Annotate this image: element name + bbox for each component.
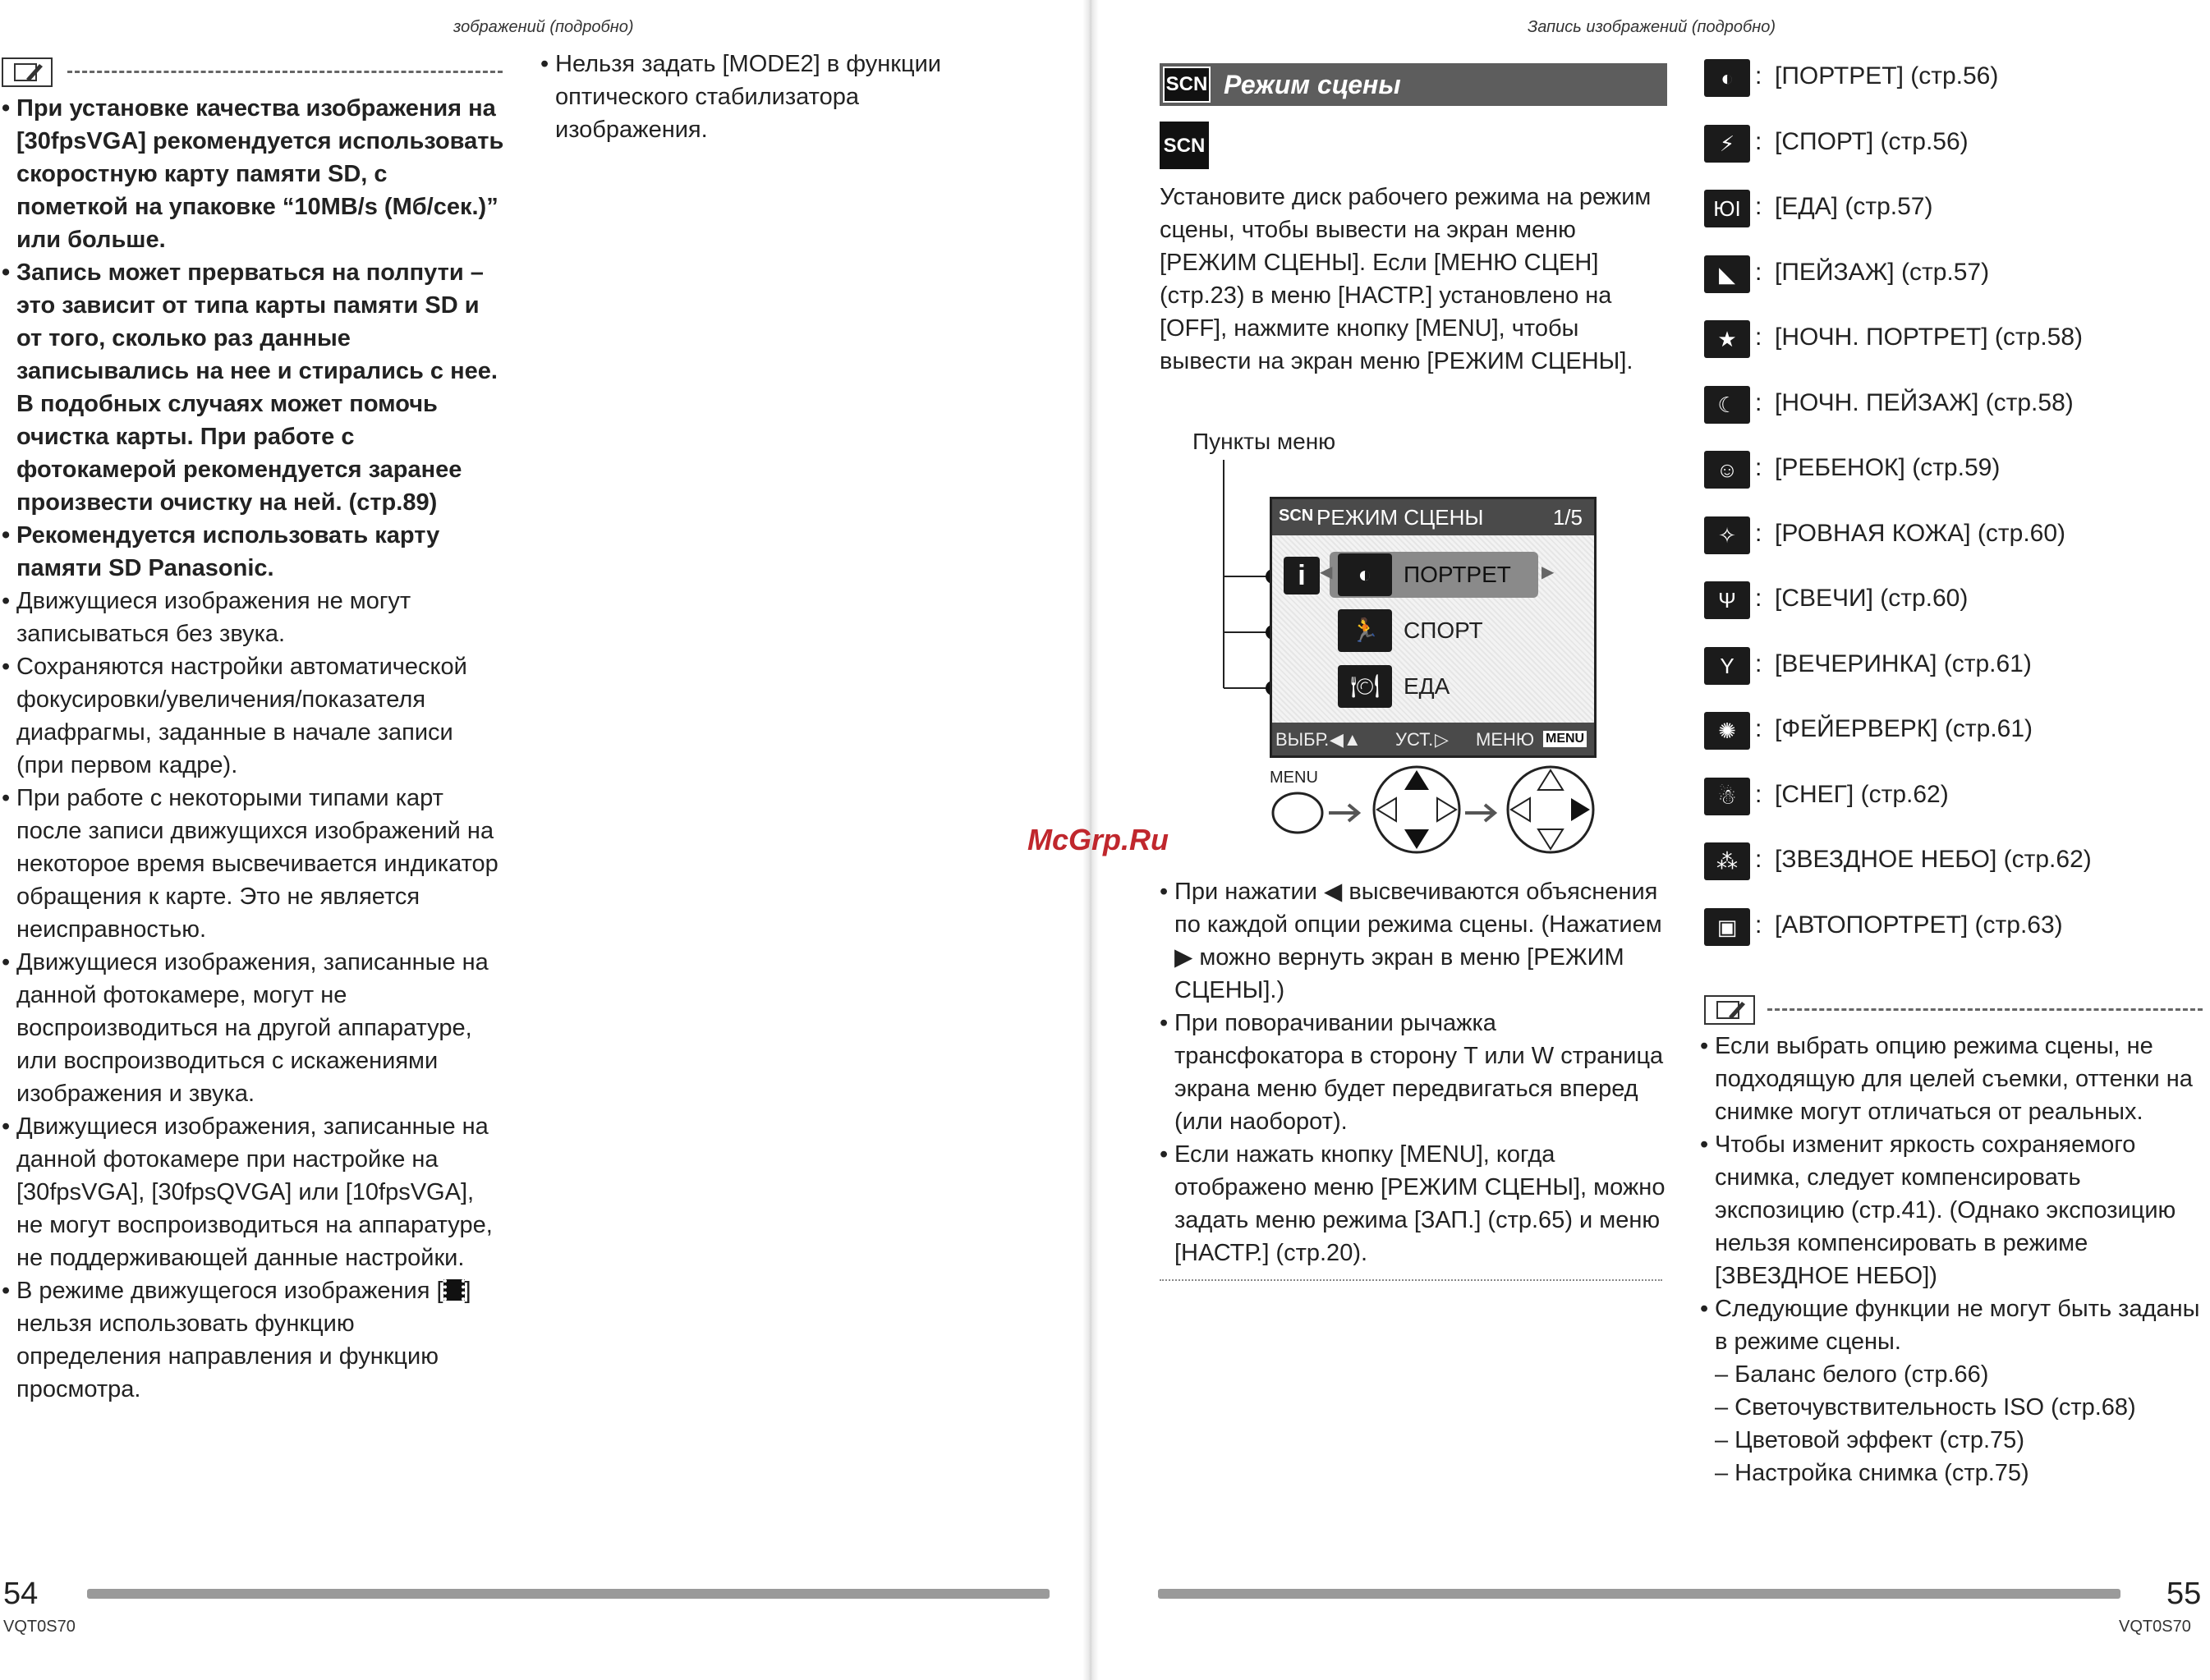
right-notes bbox=[1700, 1030, 2205, 1490]
scene-mode-label: [НОЧН. ПОРТРЕТ] (стр.58) bbox=[1775, 324, 2084, 351]
right-triangle-icon: ▷ bbox=[1435, 729, 1449, 750]
note-paragraph: • Если выбрать опцию режима сцены, не подходящую для целей съемки, оттенки на снимке могут отличаться от реальных. bbox=[1700, 1030, 2205, 1128]
mode-colon: : bbox=[1755, 388, 1762, 416]
restricted-function-item: – Цветовой эффект (стр.75) bbox=[1715, 1427, 2024, 1453]
left-model-code: VQT0S70 bbox=[3, 1618, 76, 1636]
mode-colon: : bbox=[1755, 911, 1762, 939]
night-scenery-icon: ☾ bbox=[1704, 386, 1750, 424]
left-running-header: зображений (подробно) bbox=[453, 18, 634, 36]
right-column-note bbox=[540, 48, 1017, 146]
up-down-icon: ◀▲ bbox=[1330, 729, 1362, 750]
right-page-number: 55 bbox=[2166, 1577, 2202, 1611]
snow-icon: ☃ bbox=[1704, 778, 1750, 815]
sport-icon: 🏃 bbox=[1338, 609, 1392, 652]
screen-scn-icon: SCN bbox=[1279, 507, 1314, 525]
scene-mode-item bbox=[1704, 386, 2197, 427]
scene-mode-item bbox=[1704, 451, 2197, 492]
party-icon: Y bbox=[1704, 647, 1750, 685]
note-paragraph: • При работе с некоторыми типами карт после записи движущихся изображений на некоторое время высвечивается индикатор обращения к карте. Это не является неисправностью. bbox=[2, 782, 504, 946]
info-icon[interactable]: i bbox=[1284, 557, 1320, 594]
scene-mode-label: [СВЕЧИ] (стр.60) bbox=[1775, 585, 1969, 612]
arrow-right-icon bbox=[1329, 805, 1358, 821]
scene-mode-label: [СНЕГ] (стр.62) bbox=[1775, 780, 1949, 808]
scn-title-icon: SCN bbox=[1163, 67, 1211, 103]
fireworks-icon: ✺ bbox=[1704, 712, 1750, 750]
footer-menu: МЕНЮ bbox=[1476, 729, 1535, 750]
right-footer-bar bbox=[1158, 1589, 2120, 1599]
menu-item-label: ПОРТРЕТ bbox=[1404, 562, 1511, 587]
note-divider-right bbox=[1767, 1008, 2203, 1011]
food-icon: 🍽 bbox=[1338, 665, 1392, 708]
mode-colon: : bbox=[1755, 846, 1762, 873]
screen-page-indicator: 1/5 bbox=[1552, 505, 1583, 530]
instruction-bullet: • Если нажать кнопку [MENU], когда отображено меню [РЕЖИМ СЦЕНЫ], можно задать меню режима [ЗАП.] (стр.65) и меню [НАСТР.] (стр.20). bbox=[1160, 1138, 1669, 1269]
mode-colon: : bbox=[1755, 650, 1762, 677]
scene-mode-item bbox=[1704, 516, 2197, 558]
right-bullets bbox=[1160, 875, 1669, 1269]
note-paragraph: • Запись может прерваться на полпути – это зависит от типа карты памяти SD и от того, сколько раз данные записывались на нее и стирались с нее. В подобных случаях может помочь очистка карты. При работе с фотокамерой рекомендуется заранее произвести очистку на ней. (стр.89) bbox=[2, 256, 504, 519]
menu-item-label: СПОРТ bbox=[1404, 617, 1483, 643]
mode-colon: : bbox=[1755, 62, 1762, 90]
night-portrait-icon: ★ bbox=[1704, 320, 1750, 358]
note-paragraph: • Движущиеся изображения, записанные на данной фотокамере при настройке на [30fpsVGA], [30fpsQVGA] или [10fpsVGA], не могут воспроизводиться на аппаратуре, не поддерживающей данные настройки. bbox=[2, 1110, 504, 1274]
scene-mode-label: [СПОРТ] (стр.56) bbox=[1775, 127, 1969, 155]
sport-icon: ⚡ bbox=[1704, 125, 1750, 163]
note-paragraph: • Следующие функции не могут быть заданы в режиме сцены. bbox=[1700, 1292, 2205, 1358]
mode-colon: : bbox=[1755, 127, 1762, 155]
note-paragraph: • Чтобы изменит яркость сохраняемого снимка, следует компенсировать экспозицию (стр.41). (Однако экспозицию нельзя компенсировать в режиме [ЗВЕЗДНОЕ НЕБО]) bbox=[1700, 1128, 2205, 1292]
scene-mode-item bbox=[1704, 647, 2197, 688]
screen-footer bbox=[1272, 723, 1594, 755]
food-icon: ЮI bbox=[1704, 190, 1750, 227]
mode-colon: : bbox=[1755, 454, 1762, 481]
mode-colon: : bbox=[1755, 780, 1762, 808]
note-text-part: ] нельзя использовать функцию определения направления и функцию просмотра. bbox=[16, 1278, 471, 1402]
scene-mode-label: [НОЧН. ПЕЙЗАЖ] (стр.58) bbox=[1775, 388, 2074, 416]
intro-text: Установите диск рабочего режима на режим сцены, чтобы вывести на экран меню [РЕЖИМ СЦЕНЫ]. Если [МЕНЮ СЦЕН] (стр.23) в меню [НАСТР.] установлено на [OFF], нажмите кнопку [MENU], чтобы вывести на экран меню [РЕЖИМ СЦЕНЫ]. bbox=[1160, 184, 1652, 374]
mode-colon: : bbox=[1755, 324, 1762, 351]
right-model-code: VQT0S70 bbox=[2119, 1618, 2191, 1636]
arrow-right-icon-2 bbox=[1465, 805, 1495, 821]
screen-title: РЕЖИМ СЦЕНЫ bbox=[1316, 505, 1484, 530]
footer-set: УСТ. bbox=[1395, 729, 1434, 750]
instruction-bullet: • При поворачивании рычажка трансфокатора в сторону T или W страница экрана меню будет передвигаться вперед (или наоборот). bbox=[1160, 1007, 1669, 1138]
scene-mode-item bbox=[1704, 190, 2197, 231]
scene-mode-label: [ЕДА] (стр.57) bbox=[1775, 193, 1933, 220]
section-title-bar bbox=[1160, 63, 1667, 106]
note-divider bbox=[67, 71, 503, 73]
scene-mode-item bbox=[1704, 59, 2197, 100]
scene-mode-item bbox=[1704, 581, 2197, 622]
right-arrow-icon: ▶ bbox=[1541, 563, 1555, 581]
portrait-icon: ◐ bbox=[1704, 59, 1750, 97]
instruction-bullet: • При нажатии ◀ высвечиваются объяснения по каждой опции режима сцены. (Нажатием ▶ можно вернуть экран в меню [РЕЖИМ СЦЕНЫ].) bbox=[1160, 875, 1669, 1007]
dpad-right-icon bbox=[1508, 767, 1593, 852]
left-arrow-icon: ◀ bbox=[1320, 563, 1333, 581]
note-paragraph: • Движущиеся изображения не могут записываться без звука. bbox=[2, 585, 504, 650]
scene-mode-label: [ЗВЕЗДНОЕ НЕБО] (стр.62) bbox=[1775, 846, 2092, 873]
note-icon-right bbox=[1704, 995, 1755, 1025]
scene-mode-label: [РЕБЕНОК] (стр.59) bbox=[1775, 454, 2001, 481]
scn-mode-icon: SCN bbox=[1160, 122, 1209, 169]
restricted-function-item: – Настройка снимка (стр.75) bbox=[1715, 1460, 2029, 1486]
scene-mode-item bbox=[1704, 778, 2197, 819]
menu-badge: MENU bbox=[1543, 731, 1587, 747]
note-paragraph: • Рекомендуется использовать карту памяти SD Panasonic. bbox=[2, 519, 504, 585]
footer-select: ВЫБР. bbox=[1275, 729, 1330, 750]
left-page-number: 54 bbox=[3, 1577, 39, 1611]
scene-mode-item bbox=[1704, 712, 2197, 753]
note-text-part: В режиме движущегося изображения [ bbox=[16, 1278, 443, 1304]
scene-mode-item bbox=[1704, 320, 2197, 361]
right-running-header: Запись изображений (подробно) bbox=[1528, 18, 1776, 36]
soft-skin-icon: ✧ bbox=[1704, 516, 1750, 554]
candle-icon: Ψ bbox=[1704, 581, 1750, 619]
scene-mode-label: [РОВНАЯ КОЖА] (стр.60) bbox=[1775, 519, 2066, 547]
scene-mode-item bbox=[1704, 842, 2197, 884]
menu-button bbox=[1273, 793, 1322, 833]
scene-mode-label: [ПОРТРЕТ] (стр.56) bbox=[1775, 62, 1999, 90]
restricted-function-item: – Светочувствительность ISO (стр.68) bbox=[1715, 1394, 2136, 1421]
camera-screen bbox=[1270, 497, 1597, 758]
note-icon bbox=[2, 57, 53, 87]
portrait-icon: ◐ bbox=[1338, 553, 1392, 596]
screen-header bbox=[1272, 499, 1594, 535]
mode-colon: : bbox=[1755, 193, 1762, 220]
left-footer-bar bbox=[87, 1589, 1050, 1599]
mode-colon: : bbox=[1755, 258, 1762, 286]
menu-button-label: MENU bbox=[1270, 769, 1318, 787]
note-paragraph bbox=[2, 1274, 504, 1406]
scene-mode-label: [ПЕЙЗАЖ] (стр.57) bbox=[1775, 258, 1990, 286]
mode-colon: : bbox=[1755, 519, 1762, 547]
scene-mode-item bbox=[1704, 255, 2197, 296]
movie-frame-icon bbox=[443, 1279, 465, 1301]
scene-mode-label: [АВТОПОРТРЕТ] (стр.63) bbox=[1775, 911, 2063, 939]
bullets-divider bbox=[1160, 1279, 1662, 1281]
dpad-up-down-icon bbox=[1374, 767, 1459, 852]
button-sequence-diagram bbox=[1265, 764, 1610, 856]
starry-sky-icon: ⁂ bbox=[1704, 842, 1750, 880]
baby-icon: ☺ bbox=[1704, 451, 1750, 489]
mode-colon: : bbox=[1755, 585, 1762, 612]
note-paragraph: • При установке качества изображения на [30fpsVGA] рекомендуется использовать скоростную карту памяти SD, с пометкой на упаковке “10MB/s (Мб/сек.)” или больше. bbox=[2, 92, 504, 256]
scene-mode-label: [ФЕЙЕРВЕРК] (стр.61) bbox=[1775, 715, 2033, 742]
stabilizer-note: • Нельзя задать [MODE2] в функции оптического стабилизатора изображения. bbox=[540, 48, 1017, 146]
left-notes bbox=[2, 92, 504, 1406]
menu-item-label: ЕДА bbox=[1404, 673, 1450, 699]
mode-colon: : bbox=[1755, 715, 1762, 742]
scenery-icon: ◣ bbox=[1704, 255, 1750, 293]
watermark: McGrp.Ru bbox=[1027, 823, 1169, 856]
menu-items-label: Пункты меню bbox=[1192, 429, 1336, 454]
scene-mode-label: [ВЕЧЕРИНКА] (стр.61) bbox=[1775, 650, 2032, 677]
section-title: Режим сцены bbox=[1224, 70, 1401, 99]
scene-mode-item bbox=[1704, 908, 2197, 949]
note-paragraph: • Сохраняются настройки автоматической фокусировки/увеличения/показателя диафрагмы, заданные в начале записи (при первом кадре). bbox=[2, 650, 504, 782]
restricted-function-item: – Баланс белого (стр.66) bbox=[1715, 1361, 1989, 1388]
scene-mode-item bbox=[1704, 125, 2197, 166]
note-paragraph: • Движущиеся изображения, записанные на данной фотокамере, могут не воспроизводиться на другой аппаратуре, или воспроизводиться с искажениями изображения и звука. bbox=[2, 946, 504, 1110]
self-portrait-icon: ▣ bbox=[1704, 908, 1750, 946]
